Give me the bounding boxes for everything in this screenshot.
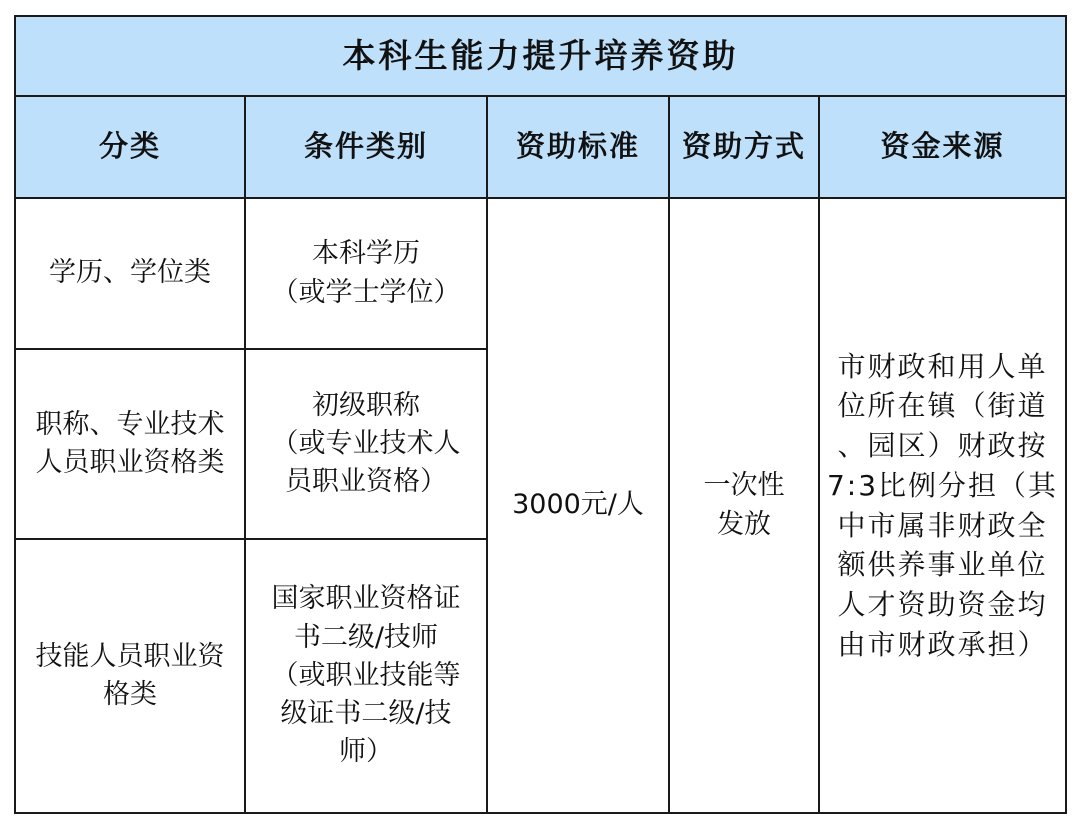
category-text: 职称、专业技术: [35, 408, 225, 440]
source-text: 中市属非财政全: [837, 508, 1048, 542]
condition-cell: [245, 198, 487, 349]
header-method: 资助方式: [669, 96, 819, 198]
source-text: 由市财政承担）: [837, 627, 1048, 661]
table-title: 本科生能力提升培养资助: [15, 16, 1066, 96]
method-text: 一次性: [703, 470, 785, 502]
header-standard: 资助标准: [487, 96, 669, 198]
condition-text: 师）: [339, 736, 393, 768]
category-cell: [15, 349, 245, 539]
category-text: 格类: [103, 679, 157, 710]
category-cell: [15, 539, 245, 813]
condition-text: 国家职业资格证: [271, 583, 461, 615]
source-text: 位所在镇（街道: [837, 389, 1048, 423]
header-condition: 条件类别: [245, 96, 487, 198]
standard-text: 3000元/人: [512, 489, 644, 521]
source-text: 、园区）财政按: [837, 429, 1048, 462]
condition-text: 本科学历: [312, 238, 420, 270]
category-text: 学历、学位类: [49, 257, 211, 289]
method-cell: [669, 198, 819, 813]
category-text: 人员职业资格类: [35, 447, 225, 478]
source-text: 市财政和用人单: [837, 349, 1048, 383]
condition-text: （或学士学位）: [271, 276, 461, 308]
condition-cell: [245, 349, 487, 539]
header-category: 分类: [15, 96, 245, 198]
method-text: 发放: [717, 508, 771, 540]
table-row: [15, 198, 1066, 349]
condition-text: （或职业技能等: [271, 659, 461, 691]
category-cell: [15, 198, 245, 349]
condition-text: 书二级/技师: [293, 621, 439, 653]
source-text: 7:3比例分担（其: [826, 468, 1059, 502]
source-text: 人才资助资金均: [837, 588, 1048, 621]
source-cell: [819, 198, 1066, 813]
condition-text: 初级职称: [312, 389, 420, 421]
category-text: 技能人员职业资: [35, 640, 225, 672]
standard-cell: [487, 198, 669, 813]
subsidy-table: [14, 15, 1067, 814]
condition-text: （或专业技术人: [271, 427, 461, 459]
header-source: 资金来源: [819, 96, 1066, 198]
source-text: 额供养事业单位: [837, 548, 1048, 582]
condition-cell: [245, 539, 487, 813]
condition-text: 级证书二级/技: [280, 698, 452, 730]
condition-text: 员职业资格）: [285, 466, 447, 498]
